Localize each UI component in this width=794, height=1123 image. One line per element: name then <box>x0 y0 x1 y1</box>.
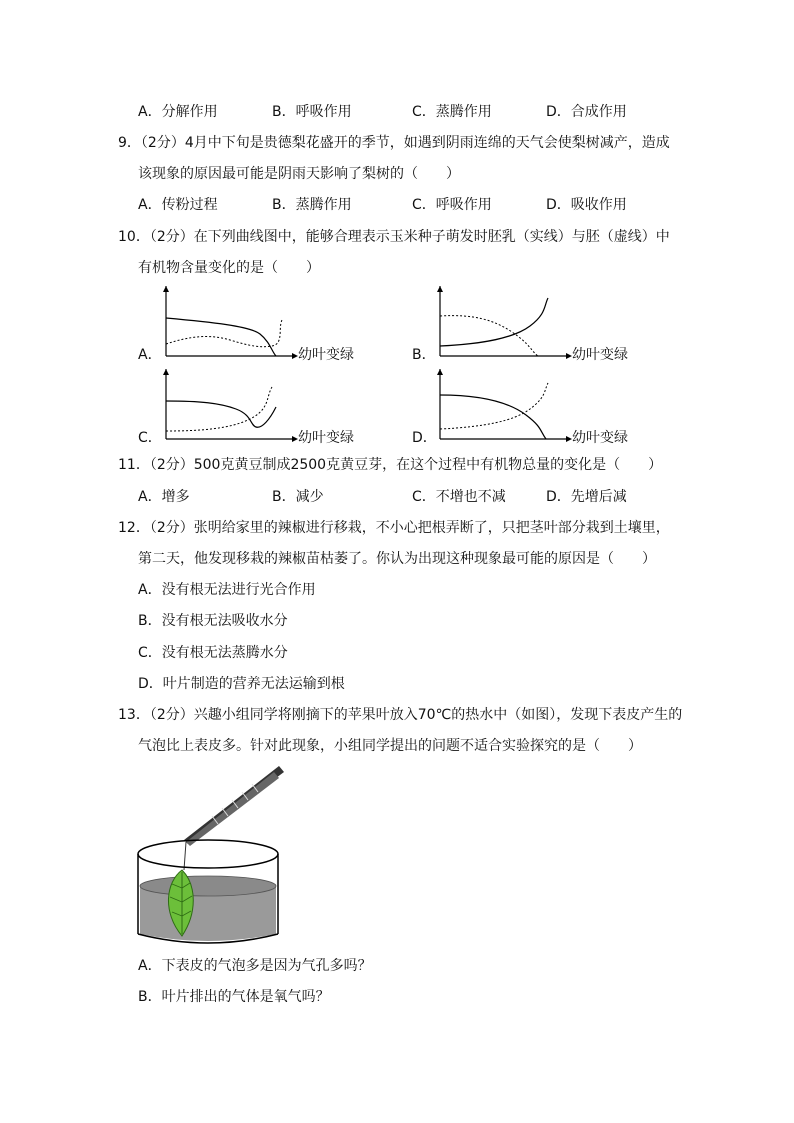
q8-option-d[interactable]: D．合成作用 <box>546 104 627 120</box>
q11-stem-line1: 11．（2分）500克黄豆制成2500克黄豆芽，在这个过程中有机物总量的变化是（ ） <box>118 457 663 473</box>
graph-a <box>160 282 300 362</box>
q9-stem-line1: 9．（2分）4月中下旬是贵德梨花盛开的季节，如遇到阴雨连绵的天气会使梨树减产，造成 <box>118 135 670 151</box>
beaker-icon <box>138 840 278 943</box>
q13-stem-line1: 13．（2分）兴趣小组同学将刚摘下的苹果叶放入70℃的热水中（如图），发现下表皮产生的 <box>118 707 683 723</box>
q9-option-d[interactable]: D．吸收作用 <box>546 197 627 213</box>
q9-option-a[interactable]: A．传粉过程 <box>138 197 218 213</box>
q10-stem-line1: 10．（2分）在下列曲线图中，能够合理表示玉米种子萌发时胚乳（实线）与胚（虚线）中 <box>118 229 670 245</box>
q12-option-a[interactable]: A．没有根无法进行光合作用 <box>138 582 316 598</box>
q13-option-a[interactable]: A．下表皮的气泡多是因为气孔多吗？ <box>138 958 372 974</box>
graph-c <box>160 365 300 445</box>
graph-b-axis-label: 幼叶变绿 <box>572 347 628 363</box>
q9-stem-line2: 该现象的原因最可能是阴雨天影响了梨树的（ ） <box>138 166 460 182</box>
q12-option-c[interactable]: C．没有根无法蒸腾水分 <box>138 645 288 661</box>
q12-stem-line2: 第二天，他发现移栽的辣椒苗枯萎了。你认为出现这种现象最可能的原因是（ ） <box>138 551 656 567</box>
q12-option-d[interactable]: D．叶片制造的营养无法运输到根 <box>138 676 345 692</box>
q13-stem-line2: 气泡比上表皮多。针对此现象，小组同学提出的问题不适合实验探究的是（ ） <box>138 738 642 754</box>
beaker-leaf-illustration <box>132 762 292 948</box>
q11-option-a[interactable]: A．增多 <box>138 489 190 505</box>
q9-option-c[interactable]: C．呼吸作用 <box>412 197 492 213</box>
q8-option-a[interactable]: A．分解作用 <box>138 104 218 120</box>
graph-d <box>434 365 574 445</box>
q8-option-c[interactable]: C．蒸腾作用 <box>412 104 492 120</box>
graph-b <box>434 282 574 362</box>
graph-c-label[interactable]: C． <box>138 430 162 446</box>
q10-stem-line2: 有机物含量变化的是（ ） <box>138 260 320 276</box>
q12-option-b[interactable]: B．没有根无法吸收水分 <box>138 613 288 629</box>
q12-stem-line1: 12．（2分）张明给家里的辣椒进行移栽，不小心把根弄断了，只把茎叶部分栽到土壤里， <box>118 520 670 536</box>
graph-d-axis-label: 幼叶变绿 <box>572 430 628 446</box>
graph-b-label[interactable]: B． <box>412 347 436 363</box>
graph-a-axis-label: 幼叶变绿 <box>298 347 354 363</box>
q11-option-d[interactable]: D．先增后减 <box>546 489 627 505</box>
graph-d-label[interactable]: D． <box>412 430 437 446</box>
q11-option-b[interactable]: B．减少 <box>272 489 324 505</box>
graph-a-label[interactable]: A． <box>138 347 162 363</box>
q13-option-b[interactable]: B．叶片排出的气体是氧气吗？ <box>138 989 330 1005</box>
q8-option-b[interactable]: B．呼吸作用 <box>272 104 352 120</box>
graph-c-axis-label: 幼叶变绿 <box>298 430 354 446</box>
tweezers-icon <box>184 766 284 870</box>
q11-option-c[interactable]: C．不增也不减 <box>412 489 506 505</box>
q9-option-b[interactable]: B．蒸腾作用 <box>272 197 352 213</box>
